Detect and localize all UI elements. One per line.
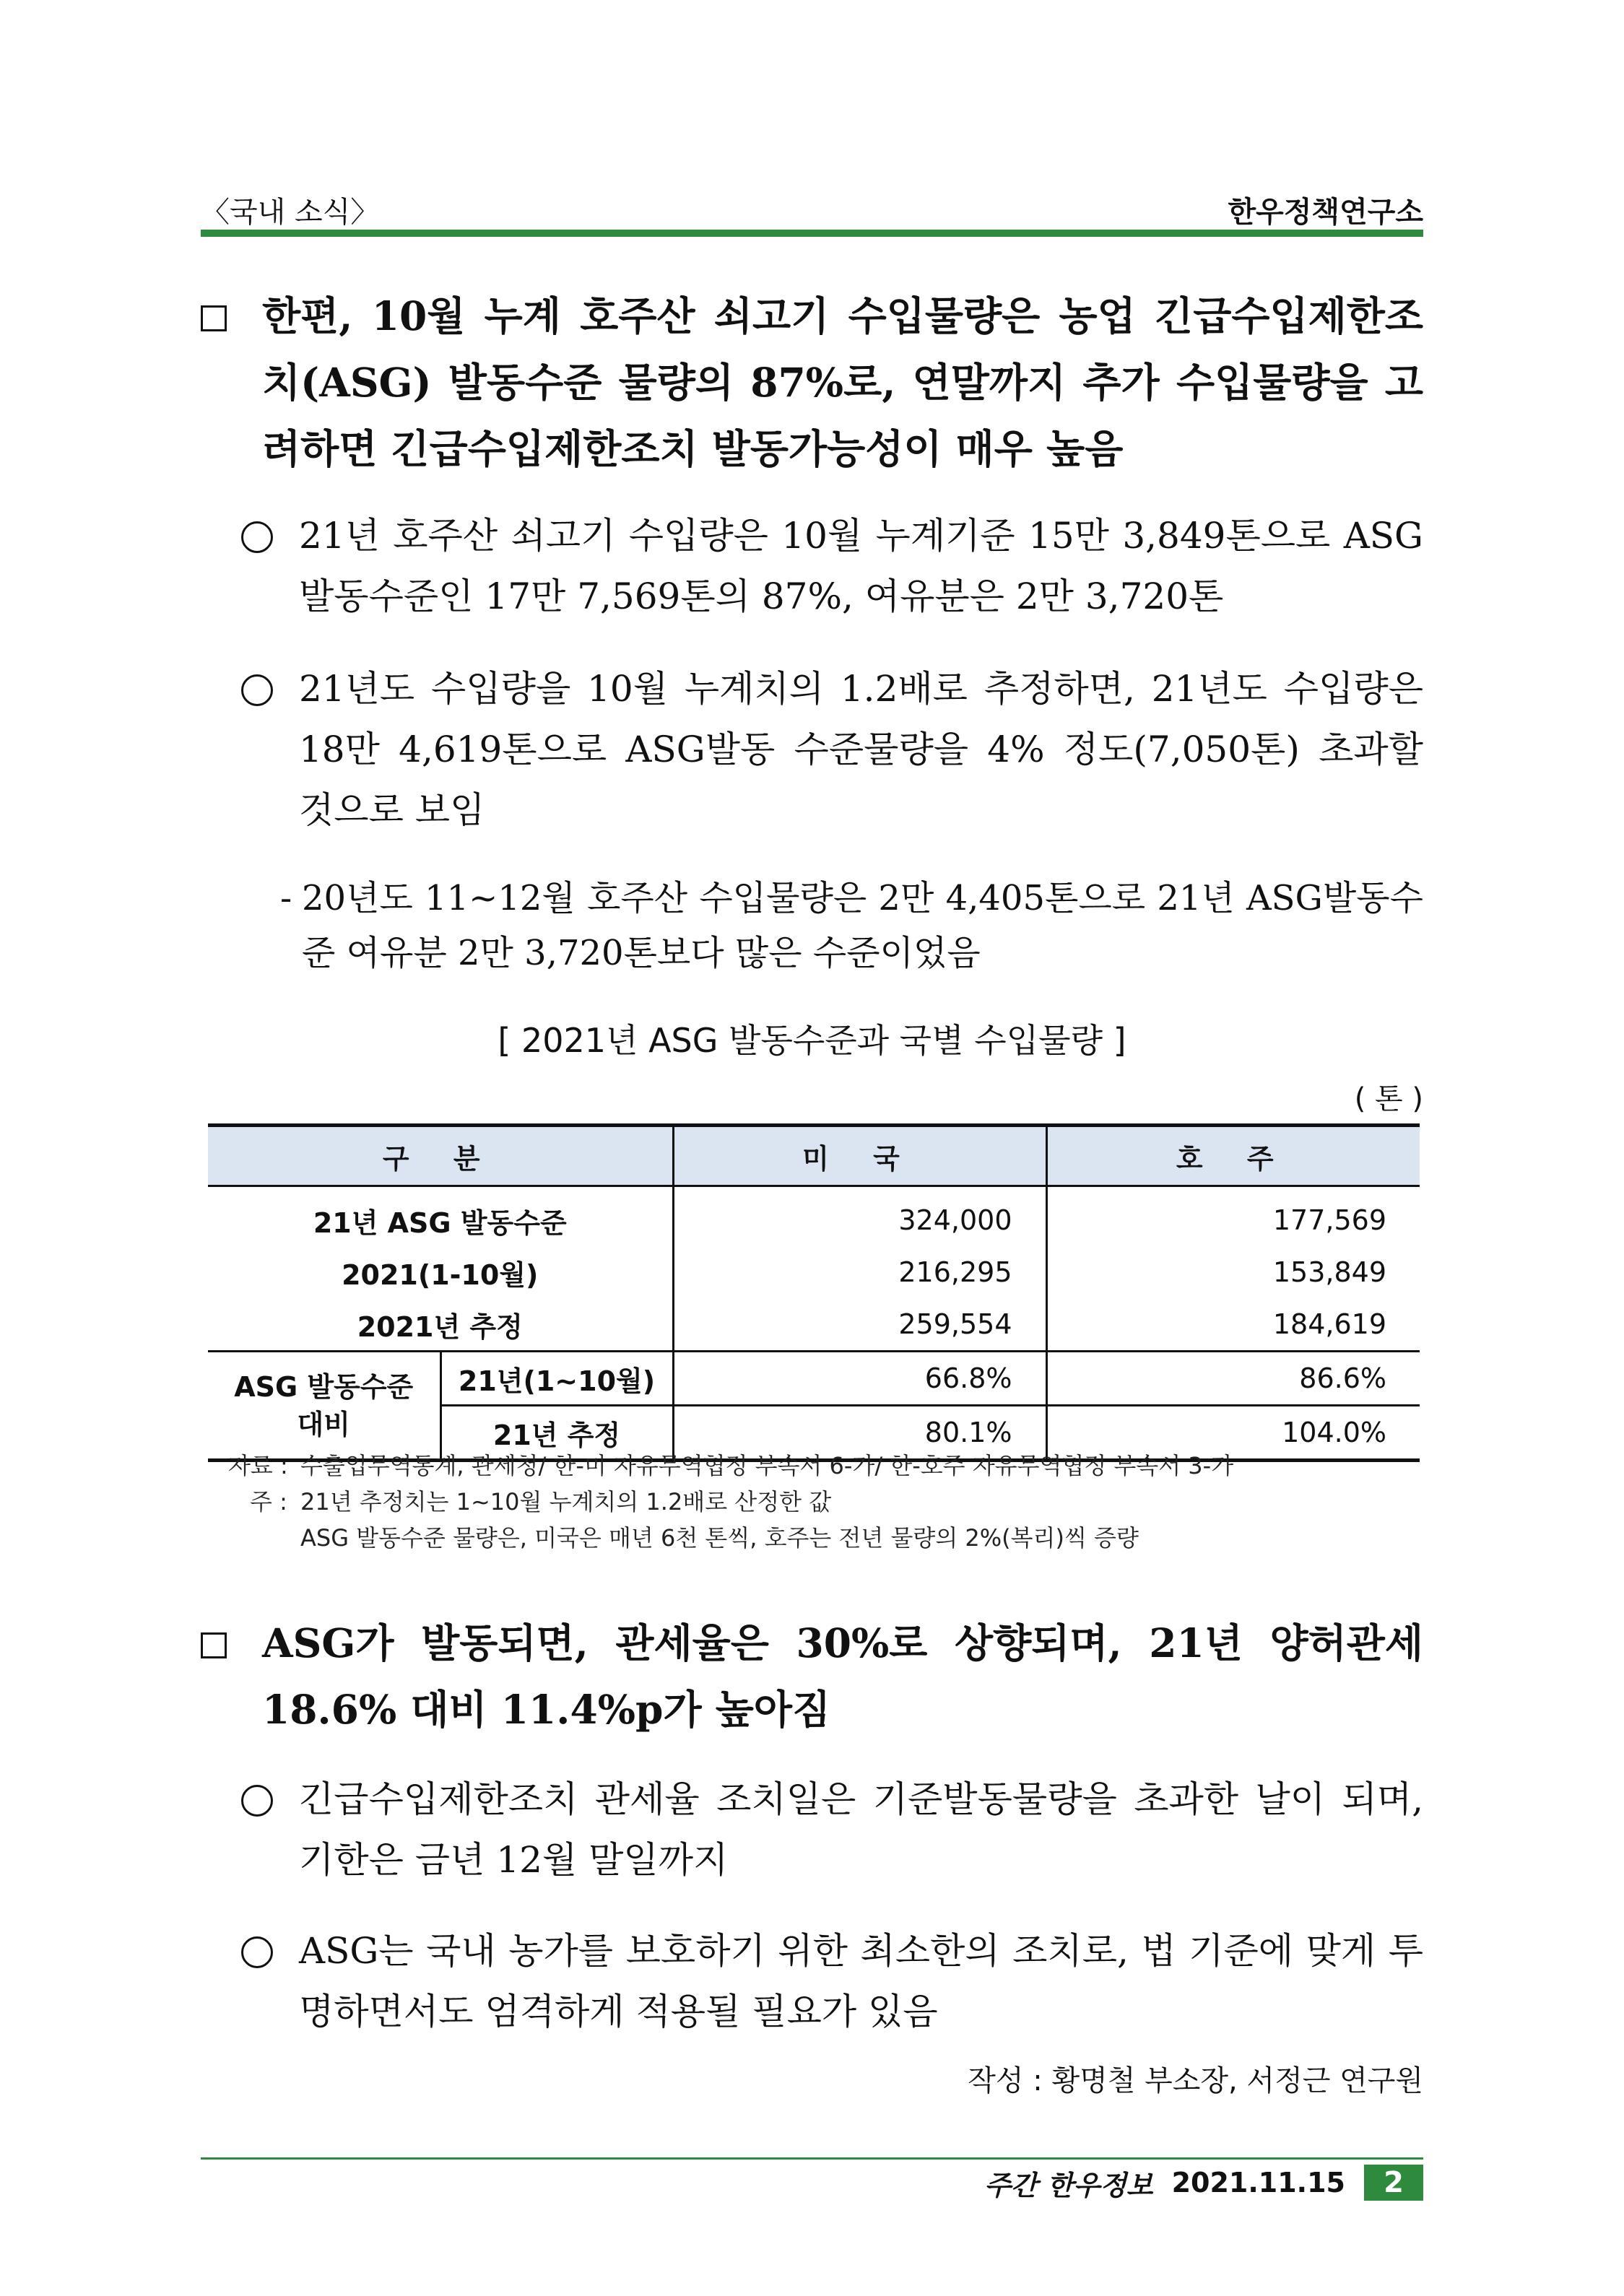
circle-bullet-icon (241, 521, 273, 553)
bullet-2: 21년도 수입량을 10월 누계치의 1.2배로 추정하면, 21년도 수입량은 18만 4,619톤으로 ASG발동 수준물량을 4% 정도(7,050톤) 초과할 것으로 보임 (241, 658, 1423, 840)
asg-import-table (208, 1123, 1420, 1462)
header-rule (201, 230, 1423, 237)
issue-date: 2021.11.15 (1171, 2167, 1345, 2199)
table-row: ASG 발동수준 대비 21년(1~10월) 66.8% 86.6% (208, 1352, 1420, 1406)
circle-bullet-icon (241, 1785, 273, 1817)
circle-bullet-icon (241, 1936, 273, 1968)
footnote: ASG 발동수준 물량은, 미국은 매년 6천 톤씩, 호주는 전년 물량의 2%(복리)씩 증량 (300, 1524, 1139, 1552)
table-row: 2021년 추정 259,554 184,619 (208, 1298, 1420, 1352)
dash-bullet-icon: - (280, 878, 292, 918)
table-title: [ 2021년 ASG 발동수준과 국별 수입물량 ] (498, 1021, 1126, 1060)
checkbox-square-icon (201, 1632, 227, 1658)
bullet-4: ASG는 국내 농가를 보호하기 위한 최소한의 조치로, 법 기준에 맞게 투명하면서도 엄격하게 적용될 필요가 있음 (241, 1921, 1423, 2042)
page-header (201, 189, 1423, 227)
organization-name: 한우정책연구소 (1228, 196, 1423, 229)
source-note: 자료 : 수출입무역통계, 관세청/ 한-미 자유무역협정 부속서 6-가/ 한-호주 자유무역협정 부속서 3-가 (228, 1452, 1234, 1479)
checkbox-square-icon (201, 305, 227, 331)
page-footer (984, 2165, 1423, 2201)
bullet-3: 긴급수입제한조치 관세율 조치일은 기준발동물량을 초과한 날이 되며, 기한은 금년 12월 말일까지 (241, 1769, 1423, 1890)
page-number: 2 (1364, 2165, 1423, 2201)
table-notes (228, 1448, 1233, 1556)
section-label: 〈국내 소식〉 (201, 196, 380, 229)
footer-rule (201, 2157, 1423, 2160)
bullet-1: 21년 호주산 쇠고기 수입량은 10월 누계기준 15만 3,849톤으로 ASG 발동수준인 17만 7,569톤의 87%, 여유분은 2만 3,720톤 (241, 505, 1423, 627)
header-au: 호 주 (1046, 1126, 1420, 1186)
sub-bullet: - 20년도 11~12월 호주산 수입물량은 2만 4,405톤으로 21년 ASG발동수준 여유분 2만 3,720톤보다 많은 수준이었음 (280, 871, 1423, 980)
table-header-row (208, 1126, 1420, 1186)
header-us: 미 국 (673, 1126, 1046, 1186)
footnote: 주 : 21년 추정치는 1~10월 누계치의 1.2배로 산정한 값 (250, 1488, 832, 1516)
table-unit: ( 톤 ) (1354, 1082, 1423, 1116)
group-label: ASG 발동수준 대비 (208, 1352, 440, 1461)
circle-bullet-icon (241, 674, 273, 706)
section-heading-2: ASG가 발동되면, 관세율은 30%로 상향되며, 21년 양허관세 18.6% 대비 11.4%p가 높아짐 (201, 1610, 1423, 1743)
section-heading-1: 한편, 10월 누계 호주산 쇠고기 수입물량은 농업 긴급수입제한조치(ASG) 발동수준 물량의 87%로, 연말까지 추가 수입물량을 고려하면 긴급수입제한조치 발동가능성이 매우 높음 (201, 283, 1423, 482)
table-row: 21년 추정 80.1% 104.0% (208, 1406, 1420, 1461)
header-category: 구 분 (208, 1126, 673, 1186)
table-row: 2021(1-10월) 216,295 153,849 (208, 1246, 1420, 1298)
author-credit: 작성 : 황명철 부소장, 서정근 연구원 (968, 2064, 1423, 2097)
publication-name: 주간 한우정보 (984, 2169, 1153, 2201)
table-row: 21년 ASG 발동수준 324,000 177,569 (208, 1186, 1420, 1247)
